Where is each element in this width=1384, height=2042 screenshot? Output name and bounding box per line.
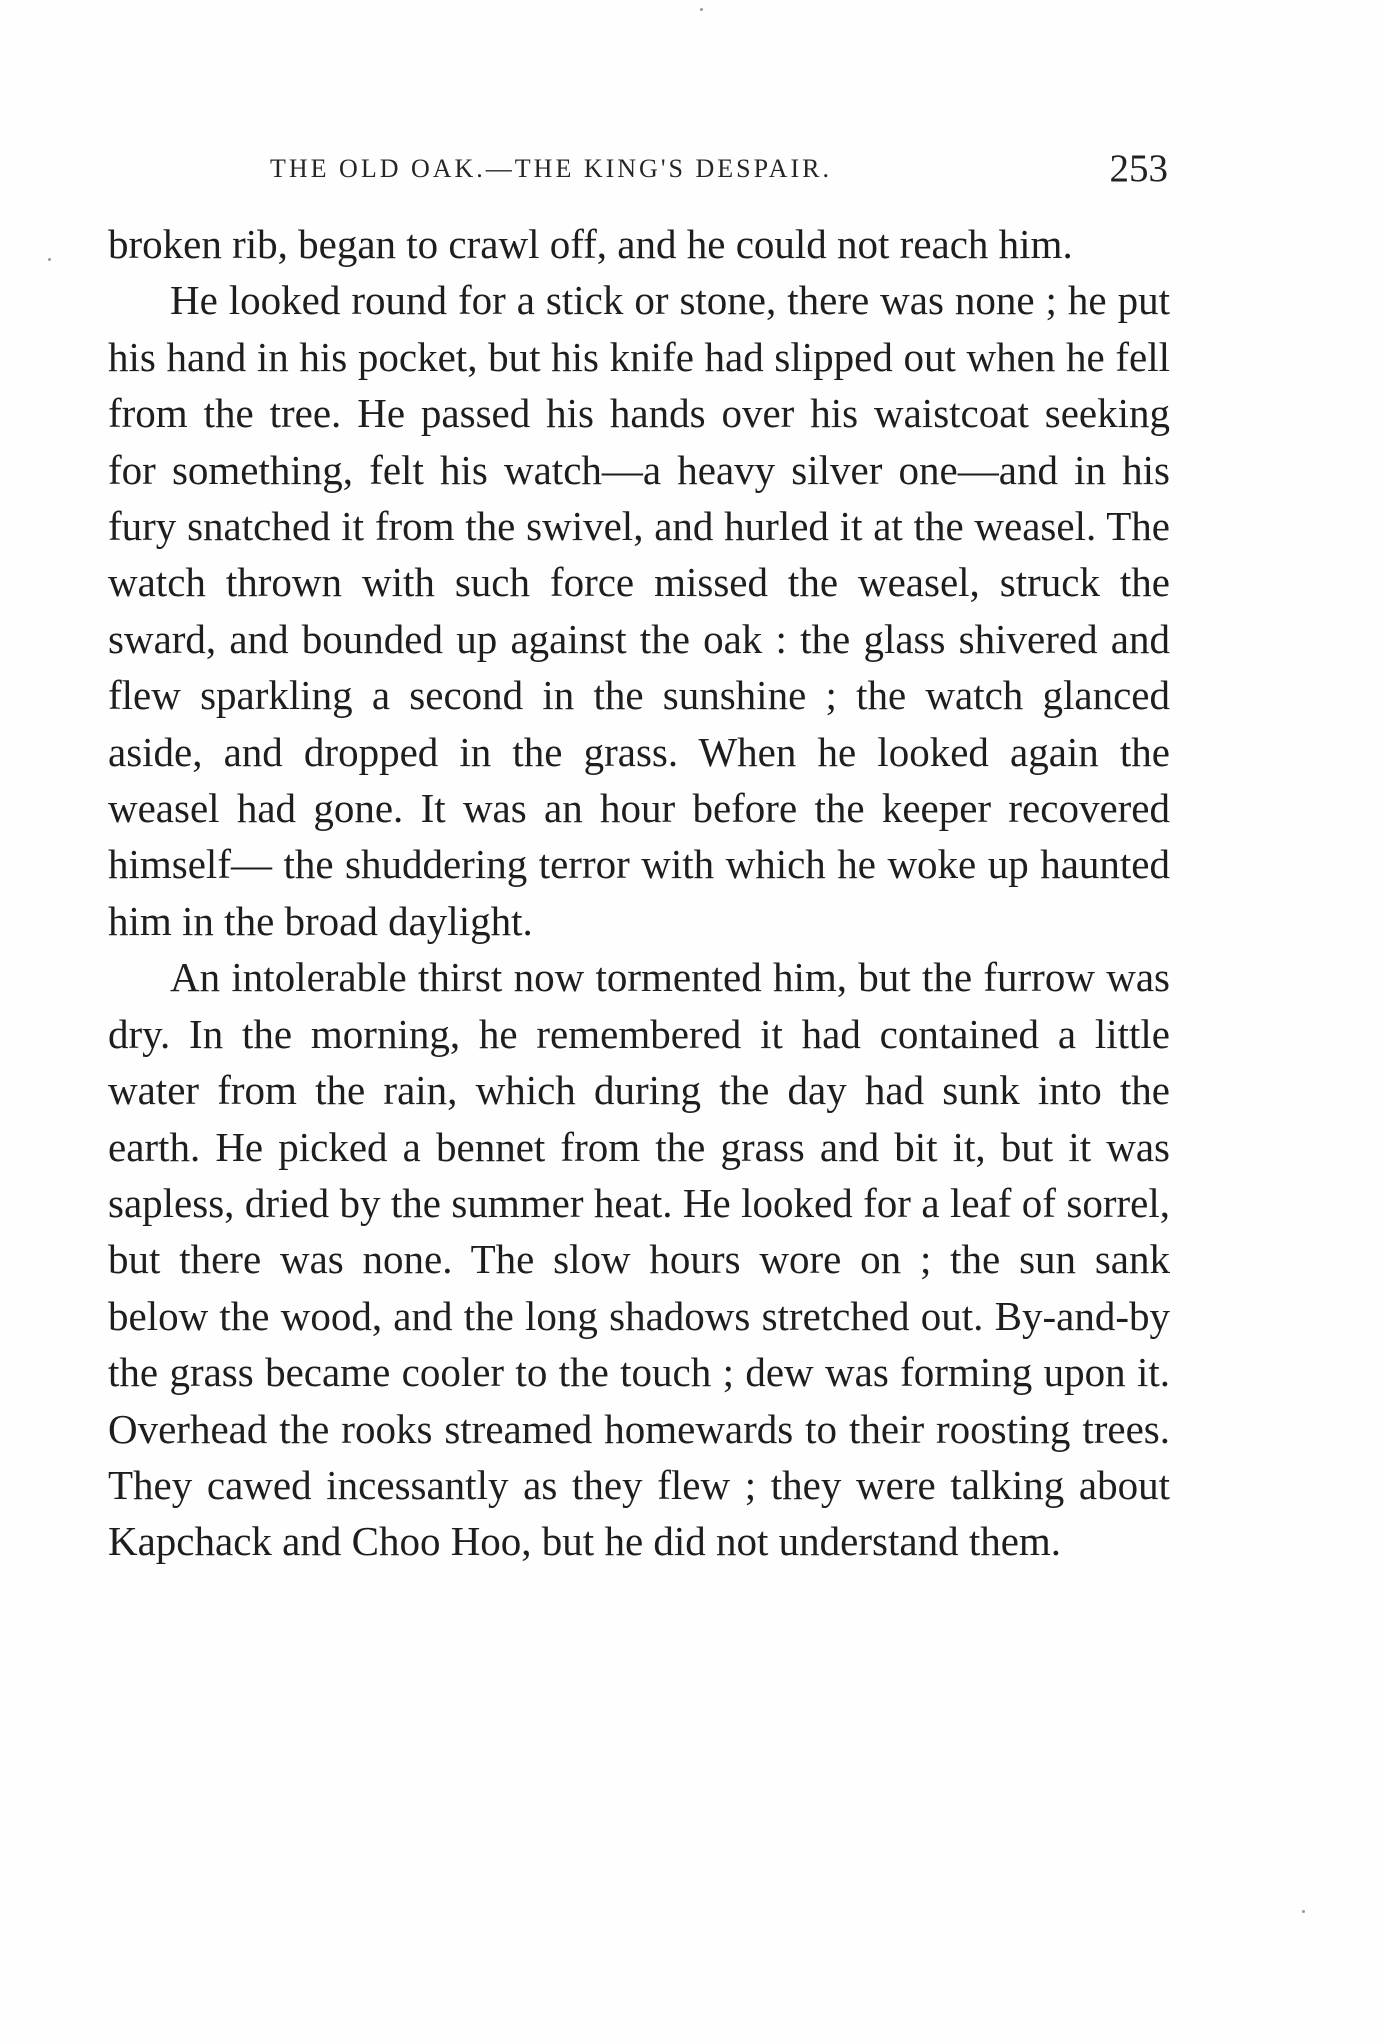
running-head: THE OLD OAK.—THE KING'S DESPAIR. — [270, 154, 832, 183]
body-text — [108, 216, 1170, 1570]
page-number: 253 — [1109, 147, 1168, 190]
stray-mark — [1302, 1910, 1305, 1913]
paragraph-thirst: An intolerable thirst now tormented him, but the furrow was dry. In the morning, he remembered it had contained a little water from the rain, which during the day had sunk into the earth. He picked a bennet from the grass and bit it, but it was sapless, dried by the summer heat. He looked for a leaf of sorrel, but there was none. The slow hours wore on ; the sun sank below the wood, and the long shadows stretched out. By-and-by the grass became cooler to the touch ; dew was forming upon it. Overhead the rooks streamed homewards to their roosting trees. They cawed incessantly as they flew ; they were talking about Kapchack and Choo Hoo, but he did not understand them. — [108, 954, 1170, 1565]
paragraph-watch: He looked round for a stick or stone, there was none ; he put his hand in his pocket, but his knife had slipped out when he fell from the tree. He passed his hands over his waistcoat seeking for something, felt his watch—a heavy silver one—and in his fury snatched it from the swivel, and hurled it at the weasel. The watch thrown with such force missed the weasel, struck the sward, and bounded up against the oak : the glass shivered and flew sparkling a second in the sunshine ; the watch glanced aside, and dropped in the grass. When he looked again the weasel had gone. It was an hour before the keeper recovered himself— the shuddering terror with which he woke up haunted him in the broad daylight. — [108, 277, 1170, 944]
stray-mark — [48, 258, 51, 261]
stray-mark — [700, 8, 703, 11]
page-header — [108, 146, 1168, 196]
paragraph-continued: broken rib, began to crawl off, and he could not reach him. — [108, 221, 1073, 267]
